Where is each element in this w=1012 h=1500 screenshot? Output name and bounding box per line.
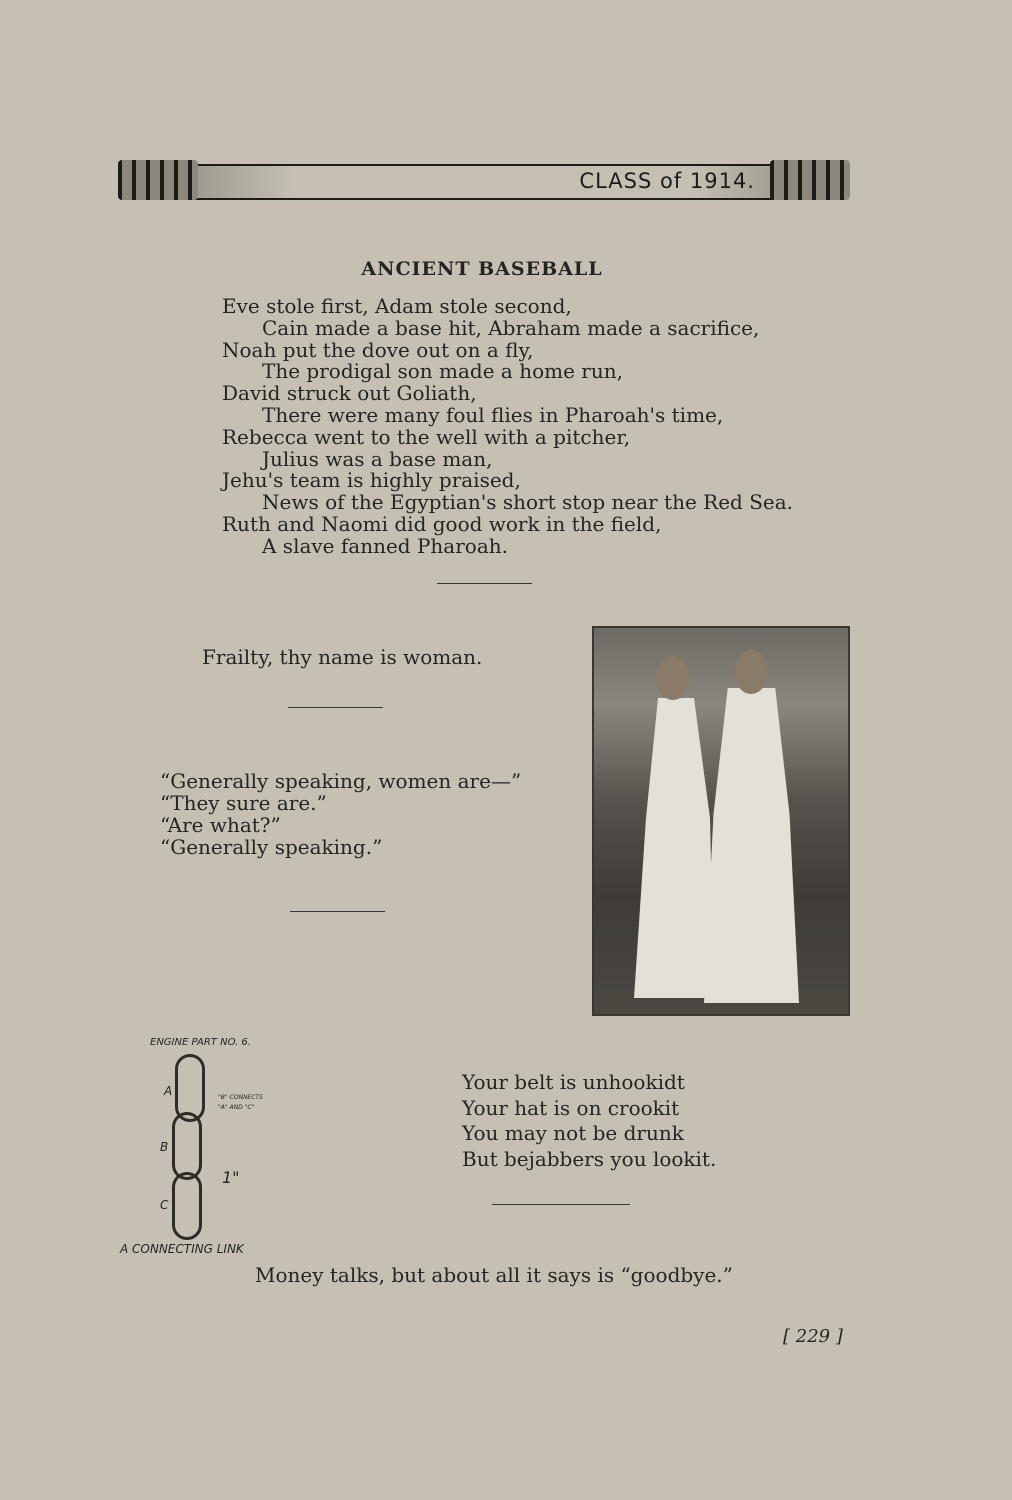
page-number: [ 229 ] [783, 1326, 843, 1347]
divider [288, 707, 383, 708]
dialogue-line: “Generally speaking.” [160, 835, 383, 859]
verse-line: Your hat is on crookit [462, 1095, 680, 1120]
dialogue-line: “They sure are.” [160, 791, 327, 815]
poem-line: There were many foul flies in Pharoah's time, [262, 402, 724, 427]
photo-two-women [592, 626, 850, 1016]
money-quote: Money talks, but about all it says is “goodbye.” [255, 1263, 733, 1287]
poem-line: The prodigal son made a home run, [262, 359, 623, 384]
poem-line: Ruth and Naomi did good work in the field, [222, 511, 662, 536]
diagram-note: "B" CONNECTS [218, 1094, 263, 1101]
poem-line: Noah put the dove out on a fly, [222, 337, 534, 362]
verse [462, 1070, 716, 1172]
divider [492, 1204, 630, 1205]
chain-link-c [172, 1172, 202, 1240]
class-banner [118, 160, 850, 208]
verse-line: Your belt is unhookidt [462, 1070, 685, 1094]
poem-line: Cain made a base hit, Abraham made a sacrifice, [262, 315, 760, 340]
banner-title: CLASS of 1914. [579, 169, 755, 193]
poem-line: News of the Egyptian's short stop near the Red Sea. [262, 490, 794, 515]
divider [290, 911, 385, 912]
frailty-quote: Frailty, thy name is woman. [202, 645, 483, 669]
engine-part-diagram [120, 1032, 280, 1262]
poem-line: David struck out Goliath, [222, 381, 477, 406]
verse-line: You may not be drunk [462, 1121, 684, 1145]
diagram-caption: A CONNECTING LINK [120, 1242, 244, 1256]
label-b: B [160, 1140, 169, 1154]
poem-body [222, 296, 793, 558]
dialogue-line: “Are what?” [160, 813, 281, 837]
poem-line: Julius was a base man, [262, 446, 493, 471]
verse-line: But bejabbers you lookit. [462, 1146, 717, 1171]
diagram-note: "A" AND "C" [218, 1104, 255, 1111]
banner-ornament-left [118, 160, 198, 200]
poem-line: Jehu's team is highly praised, [222, 468, 521, 493]
diagram-scale: 1" [222, 1168, 240, 1187]
dialogue [160, 770, 521, 858]
label-c: C [160, 1198, 169, 1212]
chain-link-b [172, 1112, 202, 1180]
divider [437, 583, 532, 584]
label-a: A [164, 1084, 173, 1098]
poem-line: Eve stole first, Adam stole second, [222, 294, 572, 318]
diagram-title: ENGINE PART NO. 6. [150, 1037, 251, 1048]
poem-line: A slave fanned Pharoah. [262, 533, 508, 558]
banner-ornament-right [770, 160, 850, 200]
dialogue-line: “Generally speaking, women are—” [160, 769, 522, 793]
poem-title: ANCIENT BASEBALL [361, 258, 603, 280]
poem-line: Rebecca went to the well with a pitcher, [222, 424, 631, 449]
